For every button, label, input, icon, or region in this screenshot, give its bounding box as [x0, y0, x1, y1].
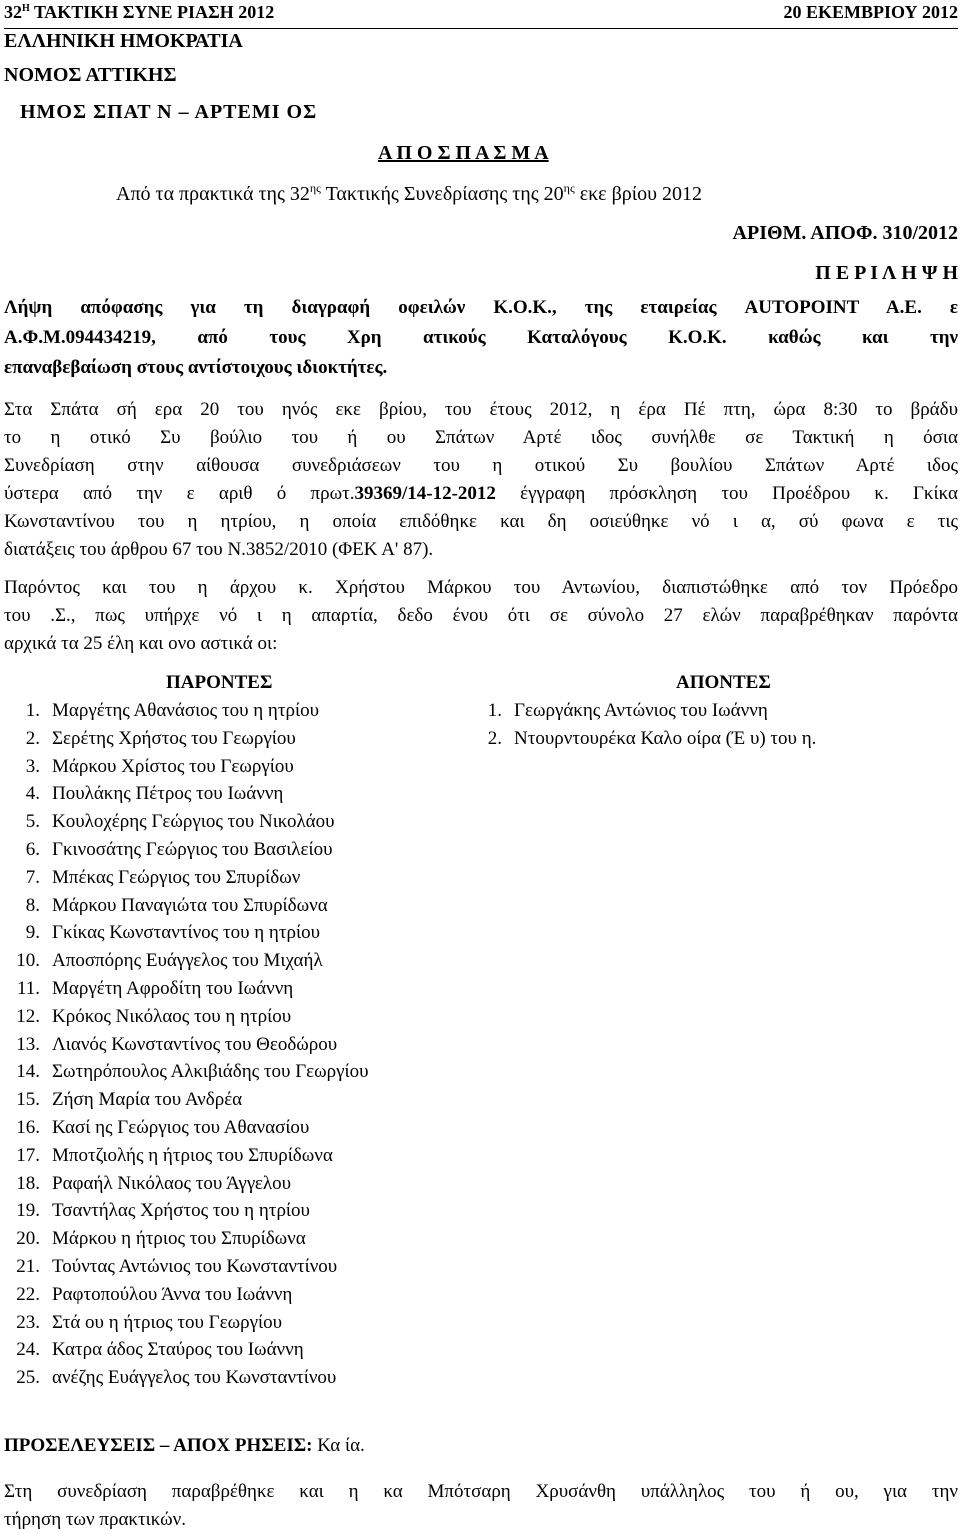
member-number: 23.: [16, 1311, 40, 1333]
quorum-paragraph: [4, 574, 958, 658]
member-name: Γεωργάκης Αντώνιος του Ιωάννη: [514, 700, 768, 721]
paragraph-line: διατάξεις του άρθρου 67 του Ν.3852/2010 (ΦΕΚ Α' 87).: [4, 539, 434, 560]
org-country: ΕΛΛΗΝΙΚΗ ΗΜΟΚΡΑΤΙΑ: [4, 30, 243, 52]
paragraph-line: τήρηση των πρακτικών.: [4, 1509, 187, 1530]
member-name: Μπέκας Γεώργιος του Σπυρίδων: [52, 866, 301, 888]
final-paragraph: [4, 1478, 958, 1534]
member-number: 9.: [25, 922, 40, 944]
subject-line: επαναβεβαίωση στους αντίστοιχους ιδιοκτήτες.: [4, 357, 388, 378]
member-number: 15.: [16, 1089, 40, 1111]
session-paragraph: [4, 396, 958, 564]
member-number: 25.: [16, 1367, 40, 1389]
member-number: 12.: [16, 1005, 40, 1027]
member-name: Μαργέτη Αφροδίτη του Ιωάννη: [52, 978, 294, 999]
member-number: 2.: [487, 727, 502, 749]
member-name: Ζήση Μαρία του Ανδρέα: [52, 1089, 243, 1111]
member-name: Τσαντήλας Χρήστος του η ητρίου: [52, 1200, 310, 1222]
member-name: Σωτηρόπουλος Αλκιβιάδης του Γεωργίου: [52, 1061, 369, 1083]
member-number: 1.: [25, 700, 40, 721]
minutes-line: Από τα πρακτικά της $32^{\eta\varsigma}$ Τακτικής Συνεδρίασης της $20^{\eta\varsigma}$ εκε βρίου 2012: [116, 181, 703, 205]
member-name: Γκίκας Κωνσταντίνος του η ητρίου: [52, 922, 321, 944]
member-number: 22.: [16, 1283, 40, 1305]
member-number: 4.: [25, 783, 40, 805]
member-name: Ραφτοπούλου Άννα του Ιωάννη: [52, 1283, 293, 1305]
member-number: 20.: [16, 1228, 40, 1250]
member-name: Σερέτης Χρήστος του Γεωργίου: [52, 727, 296, 749]
member-name: Κατρα άδος Σταύρος του Ιωάννη: [52, 1339, 304, 1361]
member-number: 21.: [16, 1256, 40, 1277]
member-number: 16.: [16, 1117, 40, 1138]
extract-title: Α Π Ο Σ Π Α Σ Μ Α: [378, 142, 549, 164]
header-session: $32^H$ ΤΑΚΤΙΚΗ ΣΥΝΕ ΡΙΑΣΗ 2012: [4, 2, 275, 22]
subject-line: Α.Φ.Μ.094434219, από τους Χρη ατικούς Καταλόγους Κ.Ο.Κ. καθώς και την: [4, 327, 958, 348]
member-name: Μάρκου Χρίστος του Γεωργίου: [52, 755, 294, 777]
summary-title: Π Ε Ρ Ι Λ Η Ψ Η: [815, 262, 958, 284]
member-number: 6.: [25, 839, 40, 860]
member-number: 18.: [16, 1172, 40, 1194]
paragraph-line: Παρόντος και του η άρχου κ. Χρήστου Μάρκου του Αντωνίου, διαπιστώθηκε από τον Πρόεδρο: [4, 577, 958, 598]
org-prefecture: ΝΟΜΟΣ ΑΤΤΙΚΗΣ: [4, 64, 177, 86]
member-name: Κασί ης Γεώργιος του Αθανασίου: [52, 1117, 310, 1138]
member-number: 7.: [25, 866, 40, 888]
member-name: Μαργέτης Αθανάσιος του η ητρίου: [52, 700, 320, 721]
member-name: Μάρκου Παναγιώτα του Σπυρίδωνα: [52, 894, 328, 916]
member-number: 11.: [16, 978, 40, 999]
member-number: 1.: [487, 700, 502, 721]
member-name: Τούντας Αντώνιος του Κωνσταντίνου: [52, 1256, 338, 1277]
subject-line: Λήψη απόφασης για τη διαγραφή οφειλών Κ.Ο.Κ., της εταιρείας AUTOPOINT A.E. ε: [4, 297, 958, 318]
paragraph-line: Στα Σπάτα σή ερα 20 του ηνός εκε βρίου, του έτους 2012, η έρα Πέ πτη, ώρα 8:30 το βράδυ: [4, 399, 958, 420]
member-number: 17.: [16, 1144, 40, 1166]
member-number: 8.: [25, 894, 40, 916]
present-title: ΠΑΡΟΝΤΕΣ: [166, 672, 273, 693]
paragraph-line: Κωνσταντίνου του η ητρίου, η οποία επιδόθηκε και δη οσιεύθηκε νό ι α, σύ φωνα ε τις: [4, 511, 958, 532]
member-number: 2.: [25, 727, 40, 749]
org-municipality: ΗΜΟΣ ΣΠΑΤ Ν – ΑΡΤΕΜΙ ΟΣ: [20, 101, 318, 123]
paragraph-line: αρχικά τα 25 έλη και ονο αστικά οι:: [4, 633, 278, 654]
member-name: Ραφαήλ Νικόλαος του Άγγελου: [52, 1172, 291, 1194]
member-name: Κουλοχέρης Γεώργιος του Νικολάου: [52, 811, 335, 833]
paragraph-line: το η οτικό Συ βούλιο του ή ου Σπάτων Αρτέ ιδος συνήλθε σε Τακτική η όσια: [4, 427, 958, 448]
page-header: [4, 2, 958, 29]
member-name: Ντουρντουρέκα Καλο οίρα (Έ υ) του η.: [514, 727, 817, 749]
header-date: 20 ΕΚΕΜΒΡΙΟΥ 2012: [783, 2, 958, 22]
member-name: Λιανός Κωνσταντίνος του Θεοδώρου: [52, 1033, 338, 1055]
absent-title: ΑΠΟΝΤΕΣ: [676, 672, 771, 693]
arrivals-line: ΠΡΟΣΕΛΕΥΣΕΙΣ – ΑΠΟΧ ΡΗΣΕΙΣ: Κα ία.: [4, 1435, 365, 1456]
member-number: 14.: [16, 1061, 40, 1083]
member-number: 19.: [16, 1200, 40, 1222]
member-name: Γκινοσάτης Γεώργιος του Βασιλείου: [52, 839, 333, 860]
subject-block: [4, 293, 958, 383]
paragraph-line: Συνεδρίαση στην αίθουσα συνεδριάσεων του η οτικού Συ βουλίου Σπάτων Αρτέ ιδος: [4, 455, 958, 476]
member-number: 10.: [16, 950, 40, 972]
member-name: Αποσπόρης Ευάγγελος του Μιχαήλ: [52, 950, 323, 972]
protocol-number: 39369/14-12-2012: [354, 483, 496, 504]
member-name: Κρόκος Νικόλαος του η ητρίου: [52, 1005, 292, 1027]
member-number: 24.: [16, 1339, 40, 1361]
paragraph-line: του .Σ., πως υπήρχε νό ι η απαρτία, δεδο ένου ότι σε σύνολο 27 ελών παραβρέθηκαν παρόντα: [4, 605, 958, 626]
member-number: 5.: [25, 811, 40, 833]
paragraph-line: ύστερα από την ε αριθ ό πρωτ.39369/14-12-2012 έγγραφη πρόσκληση του Προέδρου κ. Γκίκα: [4, 483, 958, 504]
member-name: Μποτζιολής η ήτριος του Σπυρίδωνα: [52, 1144, 333, 1166]
decision-number: ΑΡΙΘΜ. ΑΠΟΦ. 310/2012: [732, 222, 958, 244]
member-number: 3.: [25, 755, 40, 777]
member-name: Στά ου η ήτριος του Γεωργίου: [52, 1311, 282, 1333]
paragraph-line: Στη συνεδρίαση παραβρέθηκε και η κα Μπότσαρη Χρυσάνθη υπάλληλος του ή ου, για την: [4, 1481, 958, 1502]
member-name: Μάρκου η ήτριος του Σπυρίδωνα: [52, 1228, 306, 1250]
member-name: ανέζης Ευάγγελος του Κωνσταντίνου: [52, 1367, 337, 1389]
member-number: 13.: [16, 1033, 40, 1055]
member-name: Πουλάκης Πέτρος του Ιωάννη: [52, 783, 284, 805]
